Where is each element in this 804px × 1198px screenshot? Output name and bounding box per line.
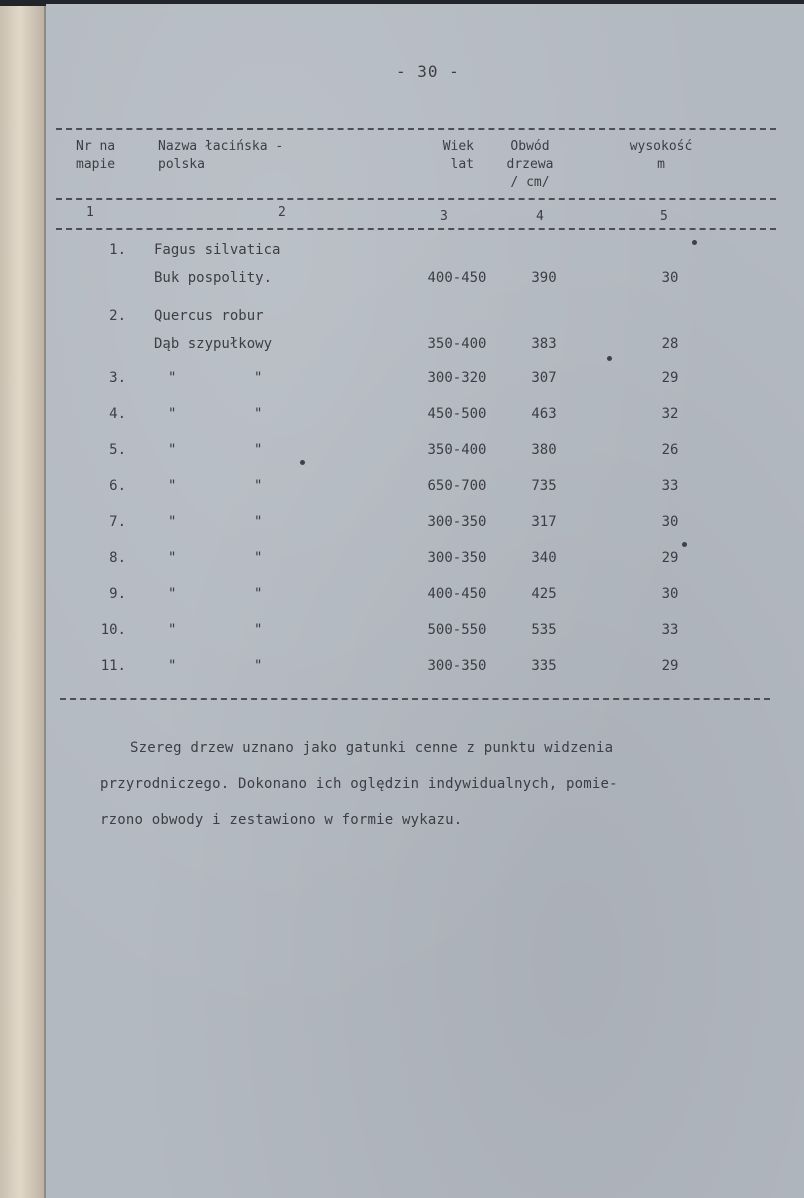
girth-value: 340	[531, 550, 557, 566]
row-number: 7.	[109, 514, 126, 530]
latin-ditto: "	[168, 658, 177, 674]
index-bottom-rule	[56, 228, 776, 230]
row-number: 4.	[109, 406, 126, 422]
closing-paragraph	[100, 730, 760, 838]
row-number: 5.	[109, 442, 126, 458]
ink-speck	[682, 542, 687, 547]
header-girth: Obwód drzewa / cm/	[506, 139, 554, 190]
latin-ditto: "	[168, 478, 177, 494]
table-top-rule	[56, 128, 776, 130]
paragraph-line: rzono obwody i zestawiono w formie wykazu.	[100, 812, 463, 828]
header-age: Wiek lat	[442, 139, 474, 172]
age-range: 450-500	[427, 406, 487, 422]
polish-ditto: "	[254, 658, 263, 674]
girth-value: 735	[531, 478, 557, 494]
girth-value: 335	[531, 658, 557, 674]
paragraph-line: Szereg drzew uznano jako gatunki cenne z punktu widzenia	[130, 740, 614, 756]
height-value: 30	[661, 270, 679, 286]
row-number: 8.	[109, 550, 126, 566]
girth-value: 535	[531, 622, 557, 638]
height-value: 29	[661, 658, 679, 674]
polish-name: Buk pospolity.	[154, 270, 273, 286]
girth-value: 317	[531, 514, 557, 530]
age-range: 300-350	[427, 514, 487, 530]
table-row	[46, 242, 804, 298]
age-range: 300-350	[427, 658, 487, 674]
ink-speck	[607, 356, 612, 361]
girth-value: 425	[531, 586, 557, 602]
age-range: 300-350	[427, 550, 487, 566]
table-row	[46, 514, 804, 550]
column-index-1: 1	[86, 205, 94, 220]
header-height: wysokość m	[629, 139, 693, 172]
column-index-2: 2	[278, 205, 286, 220]
height-value: 33	[661, 622, 679, 638]
latin-ditto: "	[168, 550, 177, 566]
polish-ditto: "	[254, 622, 263, 638]
header-name: Nazwa łacińska - polska	[158, 139, 284, 172]
height-value: 29	[661, 550, 679, 566]
table-row	[46, 370, 804, 406]
latin-name: Fagus silvatica	[154, 242, 281, 258]
age-range: 650-700	[427, 478, 487, 494]
polish-ditto: "	[254, 514, 263, 530]
table-row	[46, 658, 804, 694]
column-index-3: 3	[440, 209, 448, 224]
latin-ditto: "	[168, 442, 177, 458]
book-spine	[0, 6, 46, 1198]
girth-value: 390	[531, 270, 557, 286]
girth-value: 307	[531, 370, 557, 386]
row-number: 2.	[109, 308, 126, 324]
column-index-4: 4	[536, 209, 544, 224]
table-row	[46, 406, 804, 442]
row-number: 3.	[109, 370, 126, 386]
row-number: 1.	[109, 242, 126, 258]
height-value: 30	[661, 514, 679, 530]
table-row	[46, 442, 804, 478]
polish-ditto: "	[254, 370, 263, 386]
age-range: 350-400	[427, 336, 487, 352]
polish-ditto: "	[254, 586, 263, 602]
page-number: - 30 -	[396, 62, 460, 81]
height-value: 30	[661, 586, 679, 602]
girth-value: 380	[531, 442, 557, 458]
row-number: 6.	[109, 478, 126, 494]
polish-ditto: "	[254, 550, 263, 566]
age-range: 400-450	[427, 586, 487, 602]
age-range: 400-450	[427, 270, 487, 286]
polish-name: Dąb szypułkowy	[154, 336, 273, 352]
header-nr: Nr na mapie	[76, 139, 116, 172]
height-value: 28	[661, 336, 679, 352]
height-value: 33	[661, 478, 679, 494]
row-number: 9.	[109, 586, 126, 602]
height-value: 29	[661, 370, 679, 386]
age-range: 500-550	[427, 622, 487, 638]
latin-name: Quercus robur	[154, 308, 264, 324]
paragraph-line: przyrodniczego. Dokonano ich oględzin indywidualnych, pomie-	[100, 776, 618, 792]
ink-speck	[300, 460, 305, 465]
document-page	[46, 4, 804, 1198]
row-number: 11.	[100, 658, 126, 674]
table-row	[46, 308, 804, 364]
ink-speck	[692, 240, 697, 245]
column-index-5: 5	[660, 209, 668, 224]
latin-ditto: "	[168, 406, 177, 422]
table-bottom-rule	[60, 698, 770, 700]
height-value: 26	[661, 442, 679, 458]
polish-ditto: "	[254, 442, 263, 458]
row-number: 10.	[100, 622, 126, 638]
girth-value: 463	[531, 406, 557, 422]
polish-ditto: "	[254, 406, 263, 422]
girth-value: 383	[531, 336, 557, 352]
age-range: 350-400	[427, 442, 487, 458]
age-range: 300-320	[427, 370, 487, 386]
latin-ditto: "	[168, 622, 177, 638]
table-row	[46, 586, 804, 622]
header-bottom-rule	[56, 198, 776, 200]
latin-ditto: "	[168, 514, 177, 530]
table-row	[46, 478, 804, 514]
table-row	[46, 622, 804, 658]
latin-ditto: "	[168, 370, 177, 386]
table-row	[46, 550, 804, 586]
polish-ditto: "	[254, 478, 263, 494]
height-value: 32	[661, 406, 679, 422]
latin-ditto: "	[168, 586, 177, 602]
